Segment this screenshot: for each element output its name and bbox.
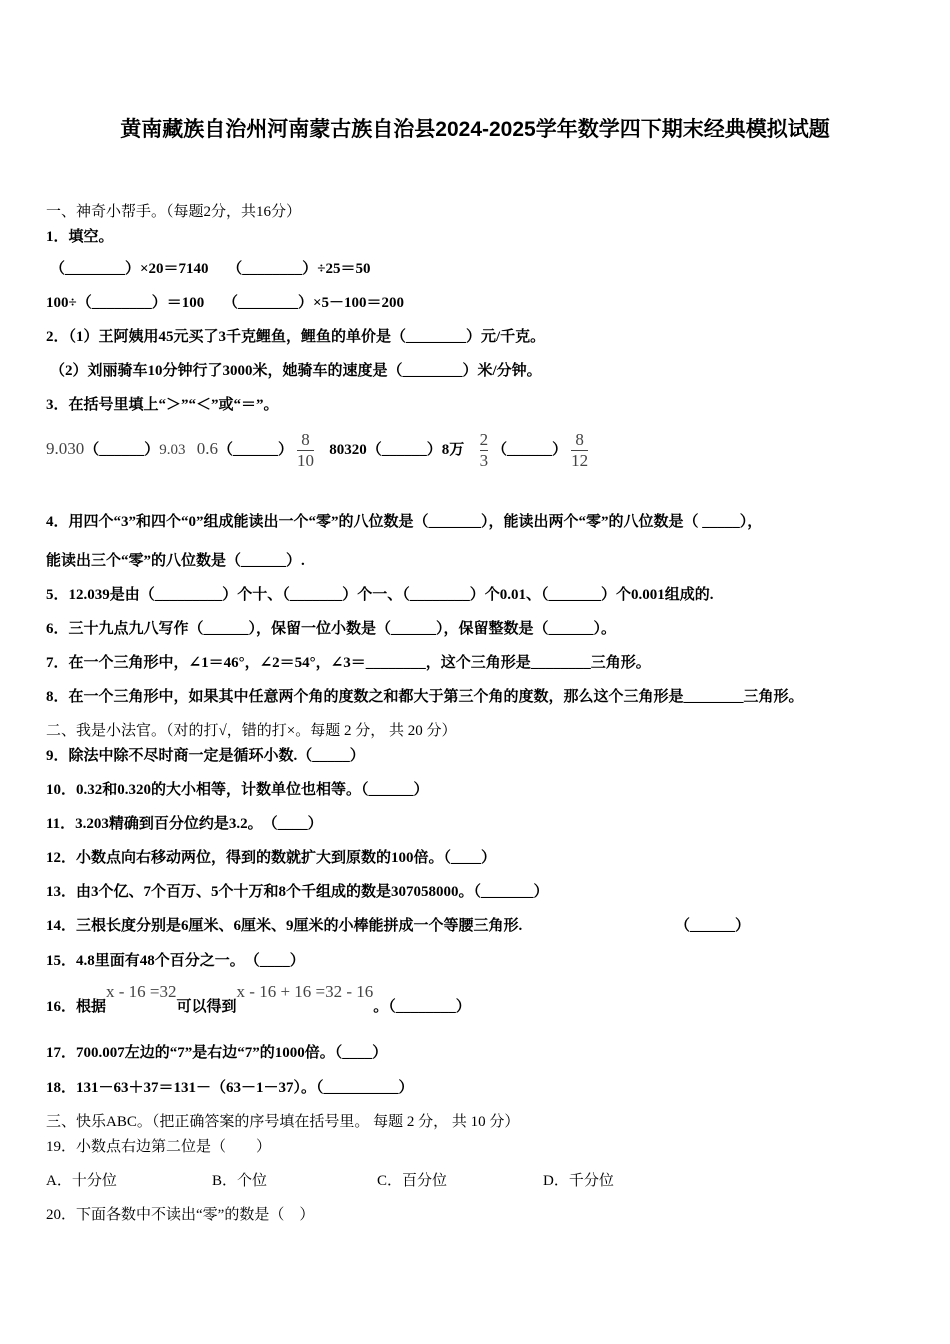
question-13: 13．由3个亿、7个百万、5个十万和8个千组成的数是307058000。（_______） [46, 884, 549, 900]
equation: x - 16 =32 [106, 982, 177, 1001]
question-17: 17．700.007左边的“7”是右边“7”的1000倍。（____） [46, 1045, 388, 1061]
fraction: $\frac{2}{3}$ [479, 430, 489, 470]
question-18: 18．131－63＋37＝131－（63－1－37）。（__________） [46, 1080, 414, 1096]
question-11: 11．3.203精确到百分位约是3.2。 （____） [46, 816, 323, 832]
blank: （______） [218, 441, 294, 458]
question-12: 12．小数点向右移动两位，得到的数就扩大到原数的100倍。（____） [46, 850, 497, 866]
section-1-heading: 一、神奇小帮手。（每题2分，共16分） [46, 204, 302, 220]
num: 80320 [329, 441, 367, 458]
fraction: $\frac{8}{10}$ [297, 430, 315, 470]
num: 0.6 [196, 438, 219, 458]
section-2-heading: 二、我是小法官。（对的打√，错的打×。每题 2 分， 共 20 分） [46, 723, 457, 739]
question-14: 14．三根长度分别是6厘米、6厘米、9厘米的小棒能拼成一个等腰三角形. [46, 918, 523, 934]
num: 8万 [441, 441, 465, 458]
section-3-heading: 三、快乐ABC。（把正确答案的序号填在括号里。 每题 2 分， 共 10 分） [46, 1114, 520, 1130]
question-20: 20．下面各数中不读出“零”的数是（ ） [46, 1207, 315, 1223]
question-7: 7．在一个三角形中，∠1＝46°，∠2＝54°，∠3＝________，这个三角形是________三角形。 [46, 655, 651, 671]
question-19: 19．小数点右边第二位是（ ） [46, 1139, 272, 1155]
option-a: A．十分位 [46, 1173, 117, 1189]
question-4b: 能读出三个“零”的八位数是（______）. [46, 553, 305, 569]
question-15: 15．4.8里面有48个百分之一。 （____） [46, 953, 305, 969]
question-14-blank: （______） [675, 918, 751, 934]
fraction: $\frac{8}{12}$ [571, 430, 589, 470]
option-c: C．百分位 [377, 1173, 448, 1189]
question-6: 6．三十九点九八写作（______），保留一位小数是（______），保留整数是（______）。 [46, 621, 617, 637]
num: 9.03 [159, 441, 186, 458]
option-b: B．个位 [212, 1173, 268, 1189]
question-3: 3．在括号里填上“＞”“＜”或“＝”。 [46, 397, 279, 413]
question-2b: （2）刘丽骑车10分钟行了3000米，她骑车的速度是（________）米/分钟。 [50, 363, 542, 379]
question-8: 8．在一个三角形中，如果其中任意两个角的度数之和都大于第三个角的度数，那么这个三角形是________三角形。 [46, 689, 804, 705]
question-10: 10．0.32和0.320的大小相等，计数单位也相等。（______） [46, 782, 429, 798]
question-16: 16．根据x - 16 =32可以得到x - 16 + 16 =32 - 16。（________） [46, 982, 471, 1015]
blank: （______） [84, 441, 160, 458]
question-4a: 4．用四个“3”和四个“0”组成能读出一个“零”的八位数是（_______），能读出两个“零”的八位数是（ _____）， [46, 514, 763, 530]
equation: x - 16 + 16 =32 - 16 [236, 982, 374, 1001]
blank: （______） [366, 441, 442, 458]
blank: （______） [492, 441, 568, 458]
question-9: 9．除法中除不尽时商一定是循环小数.（_____） [46, 748, 365, 764]
num: 9.030 [46, 438, 85, 458]
question-3-items [46, 430, 592, 471]
question-2a: 2．（1）王阿姨用45元买了3千克鲤鱼，鲤鱼的单价是（________）元/千克。 [46, 329, 546, 345]
option-d: D．千分位 [543, 1173, 614, 1189]
question-5: 5．12.039是由（_________）个十、（_______）个一、（________）个0.01、（_______）个0.001组成的. [46, 587, 714, 603]
page-title: 黄南藏族自治州河南蒙古族自治县2024-2025学年数学四下期末经典模拟试题 [120, 118, 830, 141]
question-1a: （________）×20＝7140 （________）÷25＝50 [50, 261, 371, 277]
question-1: 1．填空。 [46, 229, 114, 245]
question-1b: 100÷（________）＝100 （________）×5－100＝200 [46, 295, 405, 311]
